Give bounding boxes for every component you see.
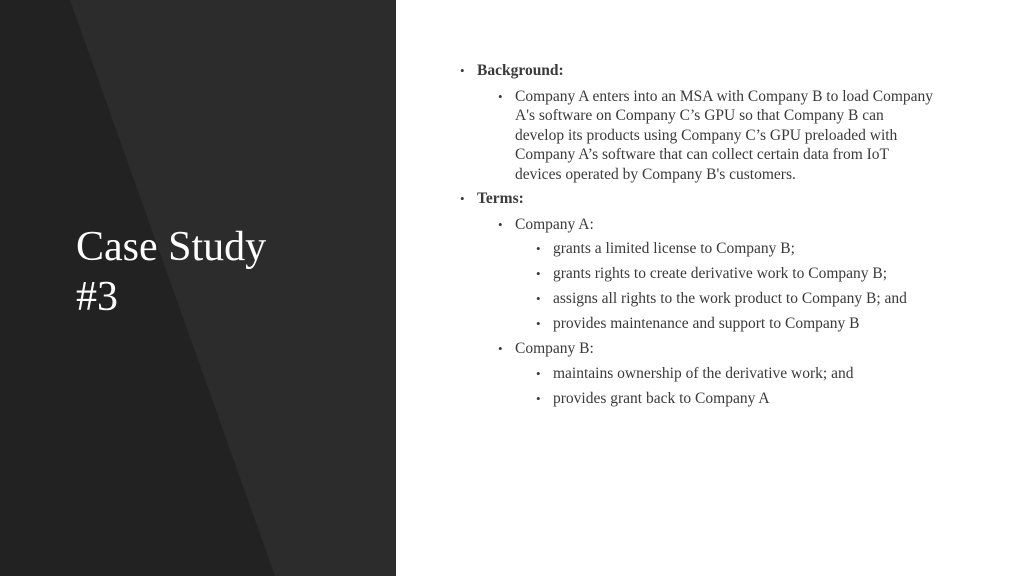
bullet-icon: •	[536, 316, 541, 331]
title-panel	[0, 0, 396, 576]
list-item	[536, 314, 916, 334]
terms-list	[498, 215, 960, 409]
background-section	[460, 61, 960, 184]
list-item	[536, 264, 916, 284]
list-item	[536, 389, 960, 409]
slide-title-line-2: #3	[76, 274, 118, 320]
company-b-items	[536, 364, 960, 409]
list-item-text: grants a limited license to Company B;	[553, 240, 795, 257]
list-item-text: grants rights to create derivative work to Company B;	[553, 265, 888, 282]
background-text: Company A enters into an MSA with Company B to load Company A's software on Company C’s GPU so that Company B can develop its products using Company C’s GPU preloaded with Company A’s software that can collect certain data from IoT devices operated by Company B's customers.	[515, 87, 934, 183]
list-item-text: provides maintenance and support to Company B	[553, 315, 860, 332]
slide-title-line-1: Case Study	[76, 224, 267, 270]
background-item	[498, 87, 960, 185]
company-b-group	[498, 339, 960, 408]
list-item	[536, 289, 916, 309]
bullet-icon: •	[460, 63, 465, 78]
list-item-text: provides grant back to Company A	[553, 389, 770, 407]
bullet-icon: •	[536, 266, 541, 281]
company-b-label: Company B:	[515, 340, 594, 357]
bullet-icon: •	[536, 291, 541, 306]
background-heading: Background:	[477, 62, 564, 79]
bullet-icon: •	[498, 341, 503, 356]
bullet-icon: •	[498, 88, 503, 104]
list-item	[536, 364, 960, 384]
terms-section	[460, 189, 960, 408]
bullet-icon: •	[536, 365, 541, 381]
slide-content	[460, 61, 960, 414]
slide-title	[76, 222, 376, 322]
bullet-icon: •	[460, 191, 465, 206]
company-a-label: Company A:	[515, 215, 594, 233]
terms-heading: Terms:	[477, 190, 524, 207]
company-a-group	[498, 215, 960, 334]
bullet-icon: •	[498, 216, 503, 232]
list-item	[536, 239, 916, 259]
main-bullet-list	[460, 61, 960, 408]
company-a-items	[536, 239, 916, 334]
bullet-icon: •	[536, 390, 541, 406]
background-list	[498, 87, 960, 185]
list-item-text: maintains ownership of the derivative work; and	[553, 364, 854, 382]
list-item-text: assigns all rights to the work product to Company B; and	[553, 290, 907, 307]
bullet-icon: •	[536, 241, 541, 256]
